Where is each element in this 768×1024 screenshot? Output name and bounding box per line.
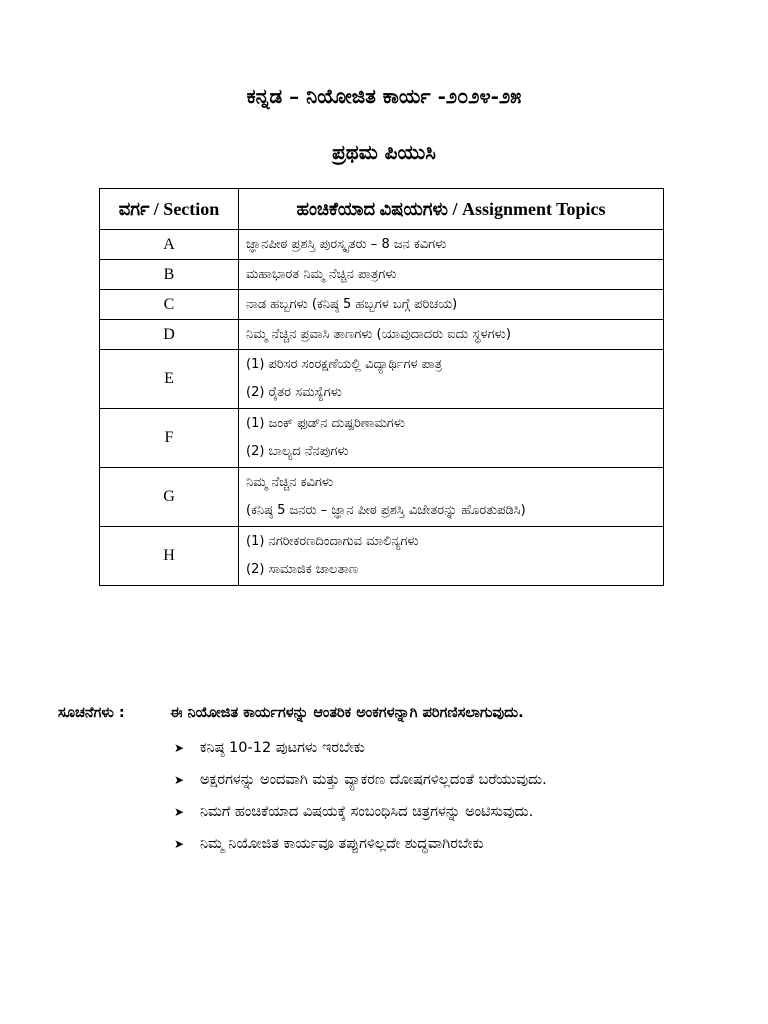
list-item-text: ನಿಮಗೆ ಹಂಚಿಕೆಯಾದ ವಿಷಯಕ್ಕೆ ಸಂಬಂಧಿಸಿದ ಚಿತ್ರಗಳನ್ನು ಅಂಟಿಸುವುದು.: [200, 804, 534, 820]
topic-line: (ಕನಿಷ್ಠ 5 ಜನರು – ಜ್ಞಾನ ಪೀಠ ಪ್ರಶಸ್ತಿ ವಿಜೇತರನ್ನು ಹೊರತುಪಡಿಸಿ): [246, 503, 526, 518]
document-subtitle: ಪ್ರಥಮ ಪಿಯುಸಿ: [332, 140, 436, 164]
section-cell: F: [100, 409, 239, 468]
table-row: [100, 350, 664, 409]
topic-line: ನಿಮ್ಮ ನೆಚ್ಚಿನ ಕವಿಗಳು: [246, 475, 334, 490]
topic-line: ನಿಮ್ಮ ನೆಚ್ಚಿನ ಪ್ರವಾಸಿ ತಾಣಗಳು (ಯಾವುದಾದರು ಐದು ಸ್ಥಳಗಳು): [246, 326, 511, 342]
instructions-intro: ಈ ನಿಯೋಜಿತ ಕಾರ್ಯಗಳನ್ನು ಆಂತರಿಕ ಅಂಕಗಳನ್ನಾಗಿ ಪರಿಗಣಿಸಲಾಗುವುದು.: [170, 705, 524, 721]
instructions-list: [174, 732, 738, 860]
topic-line: ಮಹಾಭಾರತ ನಿಮ್ಮ ನೆಚ್ಚಿನ ಪಾತ್ರಗಳು: [246, 266, 397, 282]
topics-column-header: ಹಂಚಿಕೆಯಾದ ವಿಷಯಗಳು / Assignment Topics: [239, 189, 664, 230]
topic-line: (1) ಪರಿಸರ ಸಂರಕ್ಷಣೆಯಲ್ಲಿ ವಿದ್ಯಾರ್ಥಿಗಳ ಪಾತ್ರ: [246, 357, 443, 372]
section-cell: D: [100, 320, 239, 350]
table-row: [100, 468, 664, 527]
list-item-text: ನಿಮ್ಮ ನಿಯೋಜಿತ ಕಾರ್ಯವೂ ತಪ್ಪುಗಳಿಲ್ಲದೇ ಶುದ್ಧವಾಗಿರಬೇಕು: [200, 836, 484, 852]
table-row: [100, 260, 664, 290]
topic-cell: [239, 260, 664, 290]
table-row: [100, 527, 664, 586]
table-row: [100, 409, 664, 468]
topic-line: (2) ಬಾಲ್ಯದ ನೆನಪುಗಳು: [246, 444, 349, 459]
topic-line: (1) ಜಂಕ್ ಫುಡ್‌ನ ದುಷ್ಪರಿಣಾಮಗಳು: [246, 416, 406, 431]
assignment-topics-table: [99, 188, 664, 586]
topic-line: (1) ನಗರೀಕರಣದಿಂದಾಗುವ ಮಾಲಿನ್ಯಗಳು: [246, 534, 419, 549]
topic-cell: [239, 320, 664, 350]
list-item-text: ಕನಿಷ್ಠ 10-12 ಪುಟಗಳು ಇರಬೇಕು: [200, 740, 365, 756]
section-column-header: ವರ್ಗ / Section: [100, 189, 239, 230]
section-cell: G: [100, 468, 239, 527]
topic-cell: [239, 409, 664, 468]
topic-line: ನಾಡ ಹಬ್ಬಗಳು (ಕನಿಷ್ಠ 5 ಹಬ್ಬಗಳ ಬಗ್ಗೆ ಪರಿಚಯ): [246, 296, 458, 312]
topic-line: (2) ಸಾಮಾಜಿಕ ಜಾಲತಾಣ: [246, 562, 359, 577]
table-row: [100, 320, 664, 350]
arrowhead-bullet-icon: ➤: [174, 805, 185, 819]
table-row: [100, 230, 664, 260]
arrowhead-bullet-icon: ➤: [174, 741, 185, 755]
instructions-header: [58, 700, 738, 726]
section-cell: E: [100, 350, 239, 409]
instructions-label: ಸೂಚನೆಗಳು :: [58, 705, 125, 721]
document-title: ಕನ್ನಡ – ನಿಯೋಜಿತ ಕಾರ್ಯ -೨೦೨೪-೨೫: [246, 84, 522, 108]
topic-cell: [239, 468, 664, 527]
topic-cell: [239, 350, 664, 409]
arrowhead-bullet-icon: ➤: [174, 837, 185, 851]
topic-cell: [239, 290, 664, 320]
list-item: [174, 796, 738, 828]
table-row: [100, 290, 664, 320]
topic-line: ಜ್ಞಾನಪೀಠ ಪ್ರಶಸ್ತಿ ಪುರಸ್ಕೃತರು – 8 ಜನ ಕವಿಗಳು: [246, 236, 447, 252]
topic-cell: [239, 230, 664, 260]
list-item: [174, 732, 738, 764]
topic-cell: [239, 527, 664, 586]
list-item: [174, 828, 738, 860]
list-item-text: ಅಕ್ಷರಗಳನ್ನು ಅಂದವಾಗಿ ಮತ್ತು ವ್ಯಾಕರಣ ದೋಷಗಳಿಲ್ಲದಂತೆ ಬರೆಯುವುದು.: [200, 772, 547, 788]
section-cell: C: [100, 290, 239, 320]
section-cell: A: [100, 230, 239, 260]
topic-line: (2) ರೈತರ ಸಮಸ್ಯೆಗಳು: [246, 385, 342, 400]
arrowhead-bullet-icon: ➤: [174, 773, 185, 787]
list-item: [174, 764, 738, 796]
table-header-row: [100, 189, 664, 230]
section-cell: B: [100, 260, 239, 290]
instructions-section: [58, 700, 738, 860]
section-cell: H: [100, 527, 239, 586]
